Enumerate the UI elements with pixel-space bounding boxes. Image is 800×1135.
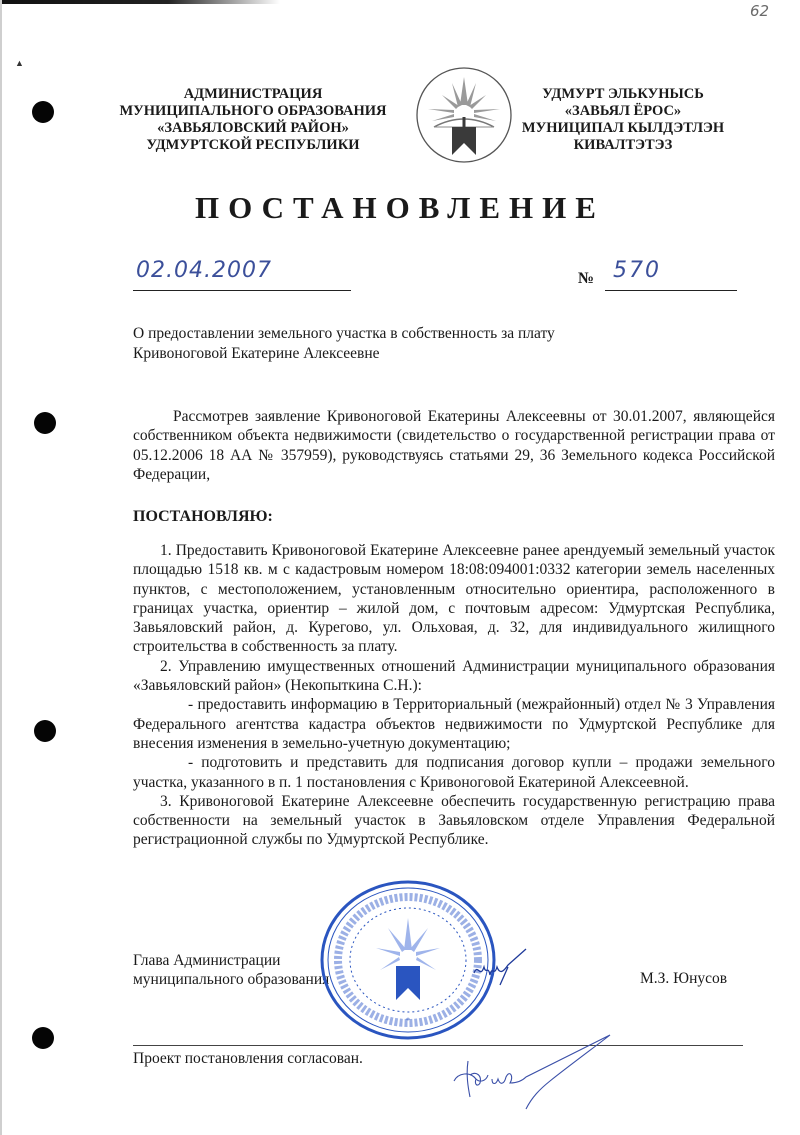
header-right-line: МУНИЦИПАЛ КЫЛДЭТЛЭН bbox=[521, 120, 725, 136]
municipal-emblem-icon bbox=[414, 65, 514, 165]
decree-item: 2. Управлению имущественных отношений Администрации муниципального образования «Завьяловский район» (Некопыткина С.Н.): bbox=[133, 657, 775, 695]
header-left-line: «ЗАВЬЯЛОВСКИЙ РАЙОН» bbox=[157, 120, 349, 136]
handwritten-signature-icon bbox=[470, 945, 530, 990]
header-left-authority bbox=[118, 86, 388, 154]
header-left-line: МУНИЦИПАЛЬНОГО ОБРАЗОВАНИЯ bbox=[119, 103, 387, 119]
signatory-title-line: Глава Администрации bbox=[133, 952, 281, 969]
header-right-line: КИВАЛТЭТЭЗ bbox=[573, 137, 673, 153]
number-label: № bbox=[578, 270, 595, 287]
decree-item: 3. Кривоноговой Екатерине Алексеевне обеспечить государственную регистрацию права собственности на земельный участок в Завьяловском отделе Управления Федеральной регистрационной службы по Удмуртской Республике. bbox=[133, 792, 775, 849]
decree-items bbox=[133, 541, 775, 850]
punch-hole bbox=[32, 101, 54, 123]
approval-signature-icon bbox=[430, 1025, 620, 1125]
date-value: 02.04.2007 bbox=[136, 258, 272, 283]
header-right-line: УДМУРТ ЭЛЬКУНЫСЬ bbox=[542, 86, 704, 102]
signatory-title-line: муниципального образования bbox=[133, 971, 330, 988]
header-right-authority bbox=[518, 86, 728, 154]
date-field bbox=[133, 256, 351, 291]
approval-note: Проект постановления согласован. bbox=[133, 1050, 363, 1067]
punch-hole bbox=[34, 412, 56, 434]
number-field bbox=[605, 256, 737, 291]
scan-speck: ▲ bbox=[15, 58, 24, 68]
number-value: 570 bbox=[613, 258, 661, 283]
decree-subitem: - подготовить и представить для подписания договор купли – продажи земельного участка, указанного в п. 1 постановления с Кривоноговой Екатериной Алексеевной. bbox=[133, 754, 775, 791]
scan-edge-shadow bbox=[0, 0, 280, 4]
header-right-line: «ЗАВЬЯЛ ЁРОС» bbox=[564, 103, 682, 119]
svg-text:*: * bbox=[406, 1016, 410, 1025]
signatory-name: М.З. Юнусов bbox=[640, 970, 728, 987]
header-left-line: АДМИНИСТРАЦИЯ bbox=[183, 86, 323, 102]
decree-subitem: - предоставить информацию в Территориальный (межрайонный) отдел № 3 Управления Федерального агентства кадастра объектов недвижимости по Удмуртской Республике для внесения изменения в земельно-учетную документацию; bbox=[133, 696, 775, 752]
subject-line: Кривоноговой Екатерине Алексеевне bbox=[133, 345, 380, 362]
decree-heading: ПОСТАНОВЛЯЮ: bbox=[133, 508, 273, 525]
header-left-line: УДМУРТСКОЙ РЕСПУБЛИКИ bbox=[146, 137, 360, 153]
page-number: 62 bbox=[750, 2, 770, 20]
preamble-text: Рассмотрев заявление Кривоноговой Екатерины Алексеевны от 30.01.2007, являющейся собственником объекта недвижимости (свидетельство о государственной регистрации права от 05.12.2006 18 АА № 357959), руководствуясь статьями 29, 36 Земельного кодекса Российской Федерации, bbox=[133, 408, 775, 483]
punch-hole bbox=[32, 1027, 54, 1049]
scan-left-edge bbox=[0, 0, 2, 1135]
signatory-title bbox=[133, 951, 329, 989]
decree-item: 1. Предоставить Кривоноговой Екатерине Алексеевне ранее арендуемый земельный участок площадью 1518 кв. м с кадастровым номером 18:08:094001:0332 категории земель населенных пунктов, с местоположением, установленным относительно ориентира, расположенного в границах участка, ориентир – жилой дом, с почтовым адресом: Удмуртская Республика, Завьяловский район, д. Курегово, ул. Ольховая, д. 32, для индивидуального жилищного строительства в собственность за плату. bbox=[133, 542, 775, 656]
preamble bbox=[133, 407, 775, 484]
document-subject bbox=[133, 324, 555, 364]
document-title: ПОСТАНОВЛЕНИЕ bbox=[195, 190, 605, 225]
punch-hole bbox=[34, 720, 56, 742]
subject-line: О предоставлении земельного участка в собственность за плату bbox=[133, 325, 555, 342]
